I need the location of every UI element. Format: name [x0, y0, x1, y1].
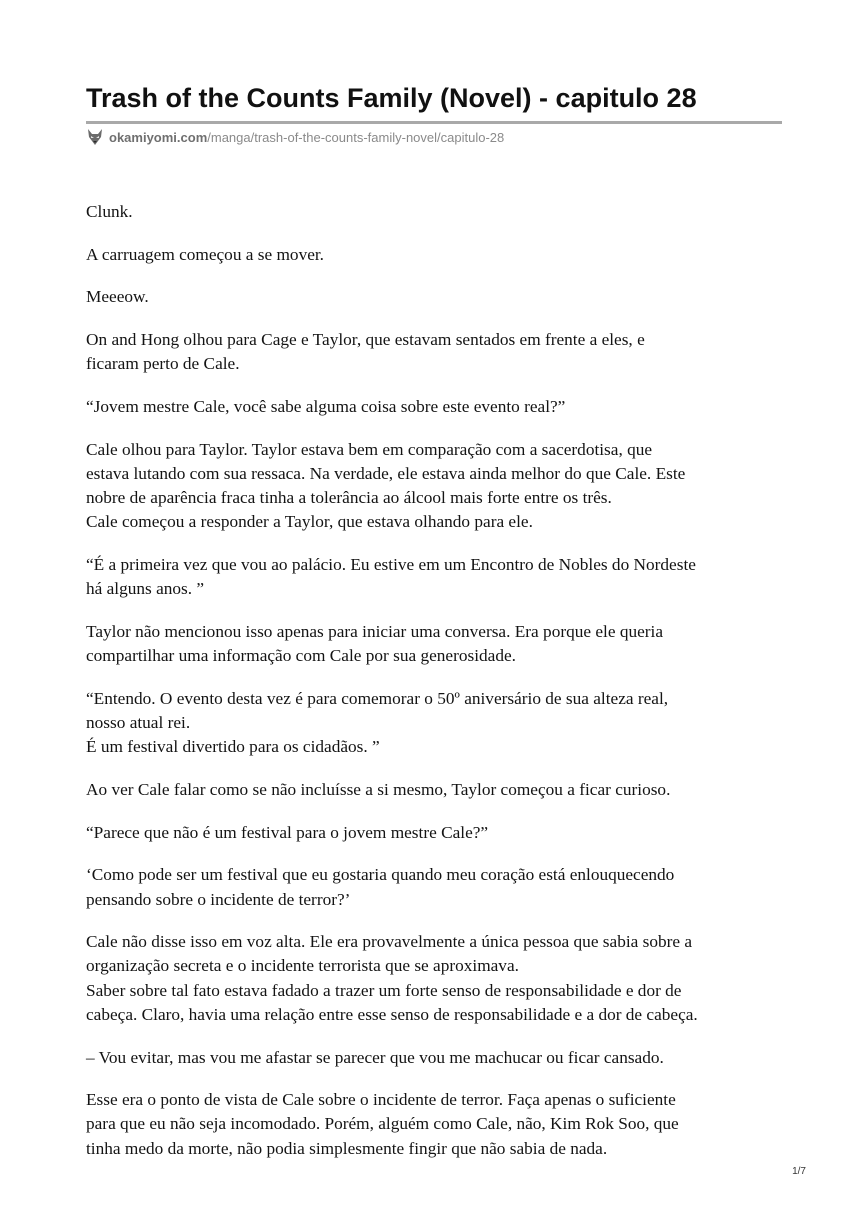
paragraph-line: Meeeow.: [86, 287, 149, 307]
paragraph-line: compartilhar uma informação com Cale por sua generosidade.: [86, 646, 516, 666]
paragraph-line: “É a primeira vez que vou ao palácio. Eu estive em um Encontro de Nobles do Nordeste: [86, 555, 696, 575]
paragraph-line: tinha medo da morte, não podia simplesmente fingir que não sabia de nada.: [86, 1138, 608, 1158]
paragraph-line: Taylor não mencionou isso apenas para iniciar uma conversa. Era porque ele queria: [86, 621, 663, 641]
paragraph-line: “Entendo. O evento desta vez é para comemorar o 50º aniversário de sua alteza real,: [86, 688, 669, 708]
paragraph: [86, 328, 786, 376]
paragraph-line: “Jovem mestre Cale, você sabe alguma coisa sobre este evento real?”: [86, 397, 566, 417]
paragraph-line: estava lutando com sua ressaca. Na verdade, ele estava ainda melhor do que Cale. Este: [86, 463, 686, 483]
paragraph: [86, 395, 786, 419]
paragraph-line: pensando sobre o incidente de terror?’: [86, 889, 351, 909]
paragraph: [86, 1046, 786, 1070]
paragraph: [86, 243, 786, 267]
paragraph-line: Cale olhou para Taylor. Taylor estava bem em comparação com a sacerdotisa, que: [86, 439, 653, 459]
paragraph-line: ‘Como pode ser um festival que eu gostaria quando meu coração está enlouquecendo: [86, 865, 675, 885]
paragraph-line: É um festival divertido para os cidadãos. ”: [86, 737, 380, 757]
paragraph: [86, 620, 786, 668]
paragraph-line: nobre de aparência fraca tinha a tolerância ao álcool mais forte entre os três.: [86, 488, 612, 508]
paragraph-line: Ao ver Cale falar como se não incluísse a si mesmo, Taylor começou a ficar curioso.: [86, 779, 671, 799]
paragraph-line: Cale não disse isso em voz alta. Ele era provavelmente a única pessoa que sabia sobre a: [86, 932, 693, 952]
paragraph-line: Cale começou a responder a Taylor, que estava olhando para ele.: [86, 512, 533, 532]
paragraph: [86, 930, 786, 1027]
paragraph: [86, 778, 786, 802]
paragraph-line: organização secreta e o incidente terrorista que se aproximava.: [86, 956, 519, 976]
paragraph: [86, 821, 786, 845]
paragraph-line: On and Hong olhou para Cage e Taylor, que estavam sentados em frente a eles, e: [86, 330, 645, 350]
paragraph-line: Esse era o ponto de vista de Cale sobre o incidente de terror. Faça apenas o suficiente: [86, 1090, 676, 1110]
paragraph: [86, 200, 786, 224]
source-link[interactable]: [86, 127, 504, 147]
paragraph-line: para que eu não seja incomodado. Porém, alguém como Cale, não, Kim Rok Soo, que: [86, 1114, 679, 1134]
source-path: /manga/trash-of-the-counts-family-novel/capitulo-28: [207, 129, 505, 145]
paragraph: [86, 553, 786, 601]
paragraph-line: A carruagem começou a se mover.: [86, 244, 324, 264]
title-divider: [86, 121, 782, 124]
paragraph: [86, 285, 786, 309]
page-title: Trash of the Counts Family (Novel) - capitulo 28: [86, 83, 697, 113]
page-number: 1/7: [792, 1166, 806, 1177]
paragraph-line: – Vou evitar, mas vou me afastar se parecer que vou me machucar ou ficar cansado.: [86, 1047, 664, 1067]
paragraph-line: cabeça. Claro, havia uma relação entre esse senso de responsabilidade e a dor de cabeça.: [86, 1004, 698, 1024]
source-domain: okamiyomi.com: [109, 129, 208, 145]
paragraph-line: ficaram perto de Cale.: [86, 354, 240, 374]
paragraph: [86, 863, 786, 911]
wolf-logo-icon: [86, 128, 104, 146]
paragraph-line: nosso atual rei.: [86, 713, 191, 733]
paragraph-line: há alguns anos. ”: [86, 579, 205, 599]
paragraph-line: Saber sobre tal fato estava fadado a trazer um forte senso de responsabilidade e dor de: [86, 980, 682, 1000]
paragraph-line: Clunk.: [86, 202, 133, 221]
paragraph: [86, 1088, 786, 1161]
source-url[interactable]: [109, 130, 504, 145]
paragraph-line: “Parece que não é um festival para o jovem mestre Cale?”: [86, 822, 489, 842]
paragraph: [86, 687, 786, 760]
paragraph: [86, 438, 786, 535]
article-body: [86, 200, 786, 1179]
